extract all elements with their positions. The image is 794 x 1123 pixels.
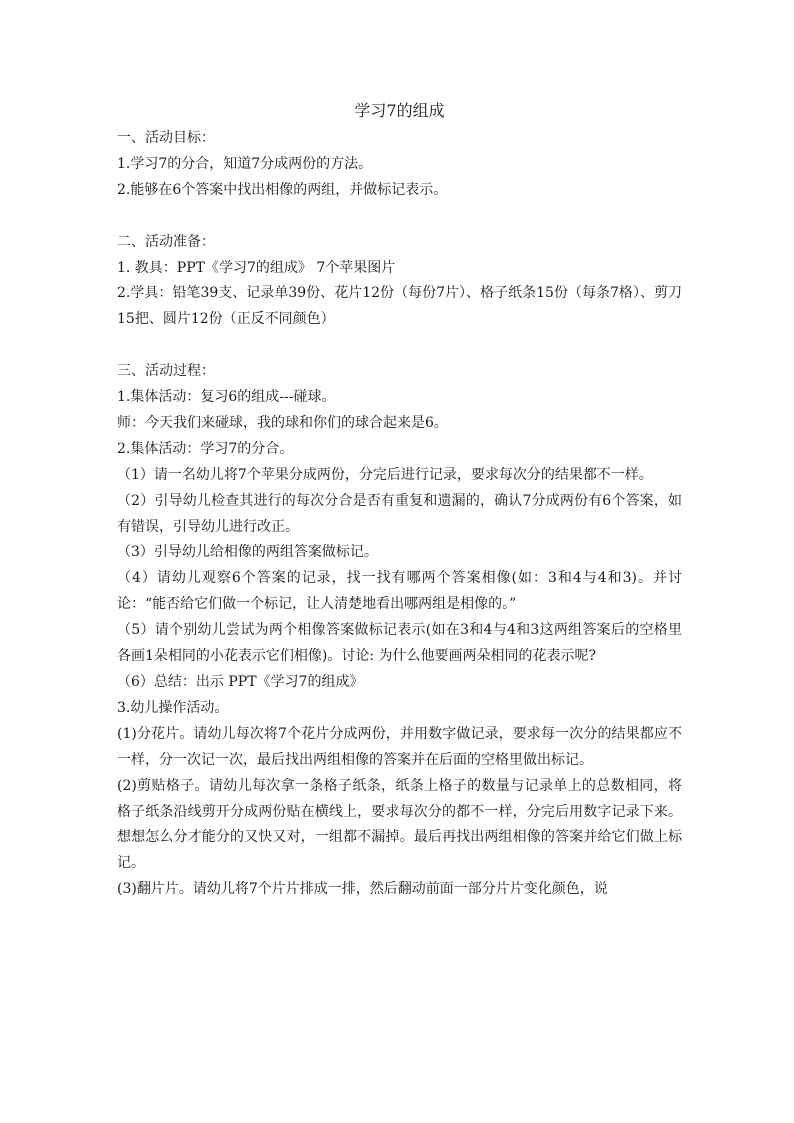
paragraph: 2.集体活动：学习7的分合。: [117, 440, 294, 457]
blank-line: [117, 333, 682, 359]
paragraph: 2.学具：铅笔39支、记录单39份、花片12份（每份7片）、格子纸条15份（每条7格）、剪刀15把、圆片12份（正反不同颜色）: [117, 285, 682, 328]
paragraph: (2)剪贴格子。请幼儿每次拿一条格子纸条，纸条上格子的数量与记录单上的总数相同，将格子纸条沿线剪开分成两份贴在横线上，要求每次分的都不一样，分完后用数字记录下来。想想怎么分才能分的又快又对，一组都不漏掉。最后再找出两组相像的答案并给它们做上标记。: [117, 777, 682, 872]
paragraph: 一、活动目标：: [117, 130, 215, 146]
paragraph: 1.集体活动：复习6的组成---碰球。: [117, 389, 336, 406]
blank-line: [117, 204, 682, 230]
paragraph: (1)分花片。请幼儿每次将7个花片分成两份，并用数字做记录，要求每一次分的结果都应不一样，分一次记一次，最后找出两组相像的答案并在后面的空格里做出标记。: [117, 725, 682, 768]
paragraph: 1.学习7的分合，知道7分成两份的方法。: [117, 155, 373, 172]
paragraph: （5）请个别幼儿尝试为两个相像答案做标记表示(如在3和4与4和3这两组答案后的空格里各画1朵相同的小花表示它们相像)。讨论: 为什么他要画两朵相同的花表示呢?: [117, 622, 682, 665]
paragraph: 师：今天我们来碰球，我的球和你们的球合起来是6。: [117, 414, 448, 431]
paragraph: (3)翻片片。请幼儿将7个片片排成一排，然后翻动前面一部分片片变化颜色，说: [117, 881, 608, 898]
paragraph: （3）引导幼儿给相像的两组答案做标记。: [117, 544, 378, 561]
paragraph: 1. 教具：PPT《学习7的组成》 7个苹果图片: [117, 259, 396, 276]
paragraph: （6）总结：出示 PPT《学习7的组成》: [117, 674, 364, 690]
paragraph: （4）请幼儿观察6个答案的记录，找一找有哪两个答案相像(如：3和4与4和3)。并讨论：“能否给它们做一个标记，让人清楚地看出哪两组是相像的。”: [117, 570, 682, 613]
paragraph: （2）引导幼儿检查其进行的每次分合是否有重复和遗漏的，确认7分成两份有6个答案，如有错误，引导幼儿进行改正。: [117, 492, 682, 535]
paragraph: 三、活动过程：: [117, 363, 215, 380]
paragraph: （1）请一名幼儿将7个苹果分成两份，分完后进行记录，要求每次分的结果都不一样。: [117, 466, 653, 483]
paragraph: 3.幼儿操作活动。: [117, 699, 229, 716]
document-title: 学习7的组成: [354, 101, 445, 120]
document-page: [117, 96, 682, 903]
paragraph: 2.能够在6个答案中找出相像的两组，并做标记表示。: [117, 181, 448, 198]
paragraph: 二、活动准备：: [117, 233, 215, 250]
